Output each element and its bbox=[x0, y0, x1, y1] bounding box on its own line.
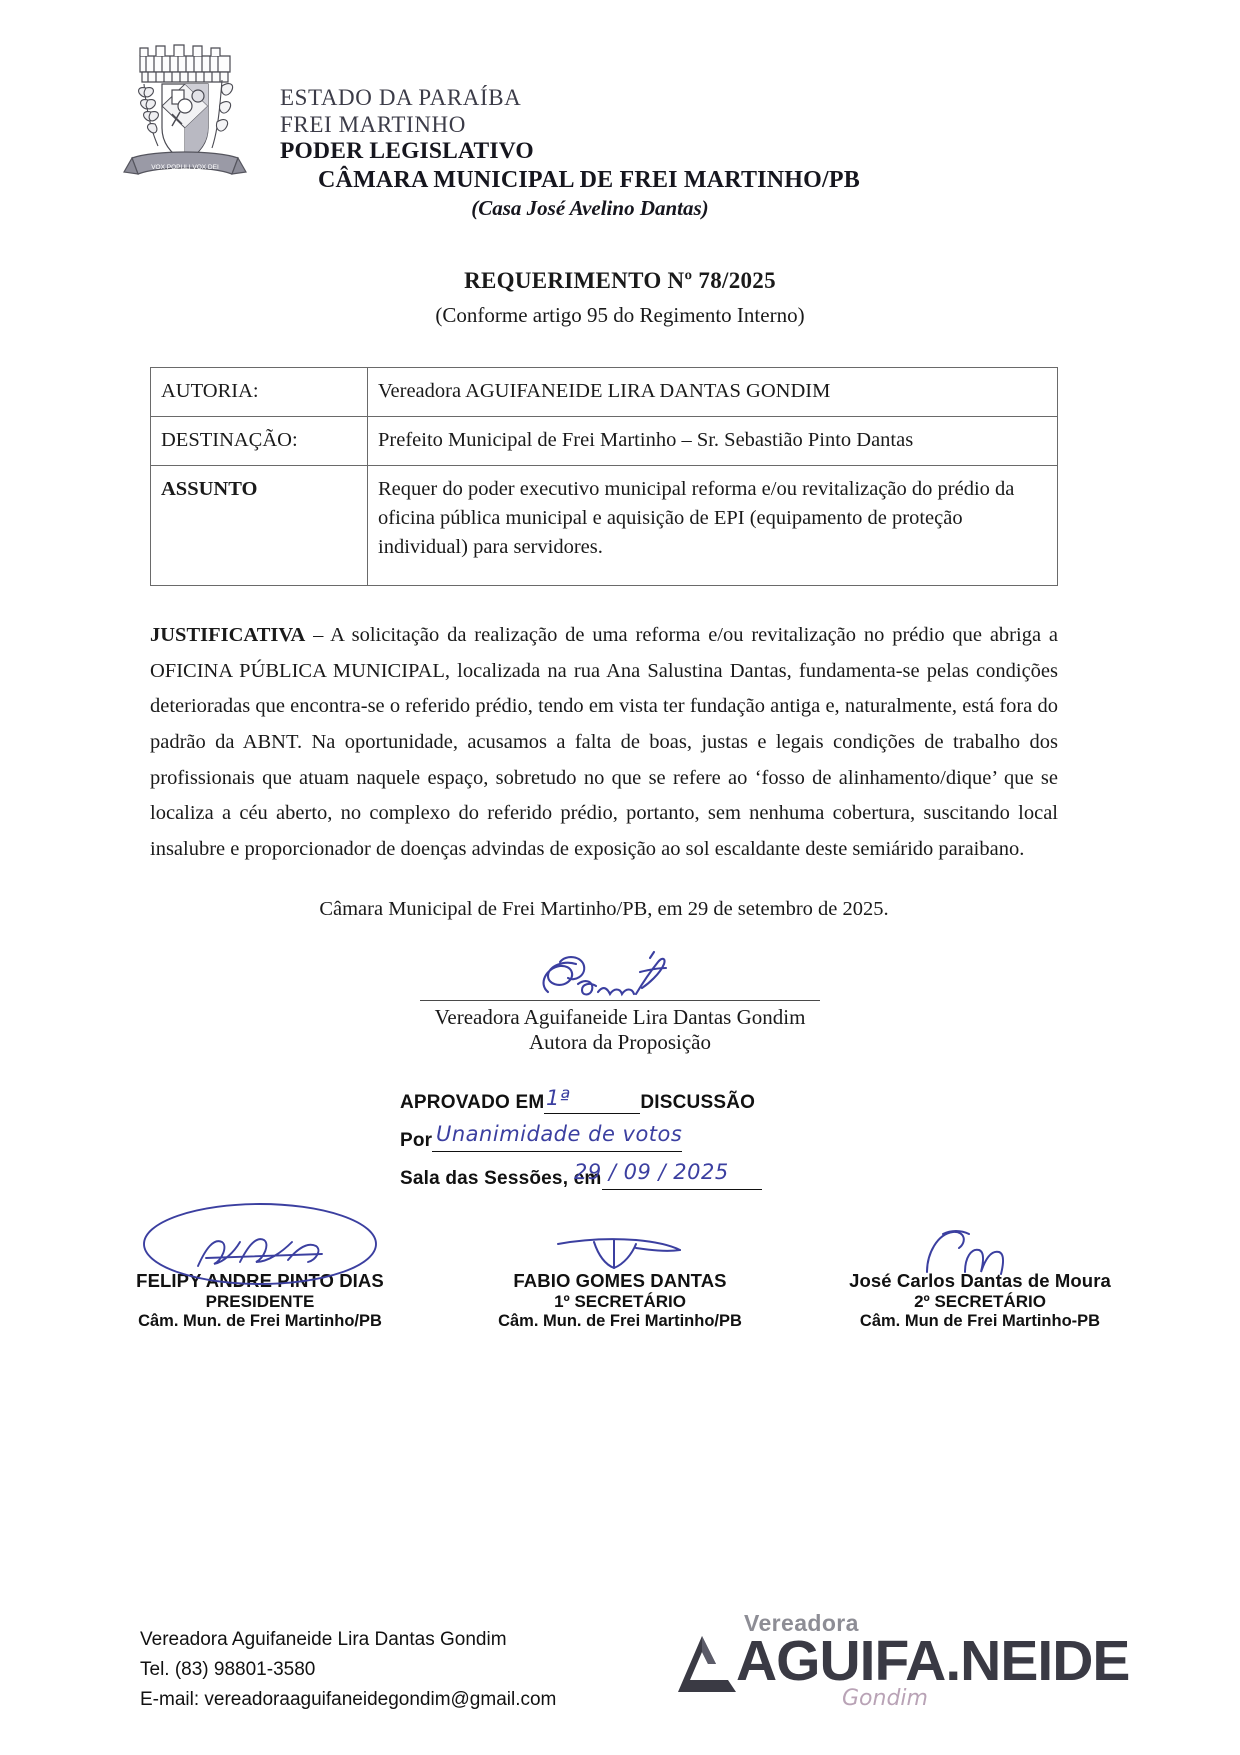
place-and-date: Câmara Municipal de Frei Martinho/PB, em 29 de setembro de 2025. bbox=[319, 898, 889, 920]
approval-suffix: DISCUSSÃO bbox=[640, 1092, 756, 1113]
justification-heading: JUSTIFICATIVA bbox=[150, 624, 306, 646]
approval-handwriting-votes: Unanimidade de votos bbox=[436, 1122, 683, 1146]
page-title: REQUERIMENTO Nº 78/2025 bbox=[464, 268, 776, 293]
table-row-label: AUTORIA: bbox=[151, 368, 368, 417]
table-row-value: Prefeito Municipal de Frei Martinho – Sr. Sebastião Pinto Dantas bbox=[368, 417, 1058, 466]
approval-line-session bbox=[400, 1160, 780, 1190]
author-role: Autora da Proposição bbox=[529, 1030, 711, 1054]
crest-motto-text: VOX POPULI VOX DEI bbox=[151, 164, 219, 171]
approval-session-prefix: Sala das Sessões, em bbox=[400, 1168, 602, 1189]
table-row-value: Vereadora AGUIFANEIDE LIRA DANTAS GONDIM bbox=[368, 368, 1058, 417]
approval-blank-2 bbox=[432, 1151, 682, 1152]
header-branch: PODER LEGISLATIVO bbox=[280, 138, 534, 165]
signatory-name: FABIO GOMES DANTAS bbox=[513, 1270, 727, 1291]
approval-stamp-block bbox=[400, 1086, 780, 1206]
header-state: ESTADO DA PARAÍBA bbox=[280, 85, 522, 110]
signatory-role: 1º SECRETÁRIO bbox=[554, 1292, 686, 1311]
header-chamber: CÂMARA MUNICIPAL DE FREI MARTINHO/PB bbox=[318, 166, 860, 193]
signatory-president bbox=[110, 1270, 410, 1331]
header-text-block bbox=[280, 22, 860, 221]
author-name: Vereadora Aguifaneide Lira Dantas Gondim bbox=[434, 1005, 806, 1029]
signatory-org: Câm. Mun. de Frei Martinho/PB bbox=[498, 1312, 742, 1330]
approval-blank-3 bbox=[602, 1189, 762, 1190]
page-subtitle: (Conforme artigo 95 do Regimento Interno) bbox=[435, 303, 805, 327]
approval-prefix: APROVADO EM bbox=[400, 1092, 545, 1113]
signatory-name: José Carlos Dantas de Moura bbox=[849, 1270, 1111, 1291]
signatory-role: PRESIDENTE bbox=[205, 1292, 315, 1311]
municipal-coat-of-arms-icon bbox=[110, 22, 260, 177]
justification-body: – A solicitação da realização de uma reforma e/ou revitalização no prédio que abriga a OFICINA PÚBLICA MUNICIPAL, localizada na rua Ana Salustina Dantas, fundamenta-se pelas condições deterioradas que encontra-se o referido prédio, tendo em vista ter fundação antiga e, naturalmente, está fora do padrão da ABNT. Na oportunidade, acusamos a falta de boas, justas e legais condições de trabalho dos profissionais que atuam naquele espaço, sobretudo no que se refere ao ‘fosso de alinhamento/dique’ que se localiza a céu aberto, no complexo do referido prédio, portanto, sem nenhuma cobertura, suscitando local insalubre e proporcionador de doenças advindas de exposição ao sol escaldante deste semiárido paraibano. bbox=[150, 624, 1058, 860]
signatory-first-secretary bbox=[470, 1270, 770, 1331]
requirement-info-table bbox=[150, 367, 1058, 586]
justification-paragraph bbox=[150, 618, 1058, 868]
signatory-role: 2º SECRETÁRIO bbox=[914, 1292, 1046, 1311]
table-row-label: DESTINAÇÃO: bbox=[151, 417, 368, 466]
brand-small-text: Vereadora bbox=[744, 1610, 859, 1636]
header-house-name: (Casa José Avelino Dantas) bbox=[471, 196, 709, 221]
footer-phone: Tel. (83) 98801-3580 bbox=[140, 1659, 316, 1681]
document-header bbox=[110, 22, 1070, 221]
approval-handwriting-discussion: 1ª bbox=[546, 1086, 571, 1110]
approval-line-by bbox=[400, 1122, 780, 1152]
signature-rule bbox=[420, 1000, 820, 1001]
footer-contact-block bbox=[140, 1625, 556, 1715]
table-row bbox=[151, 417, 1058, 466]
table-row bbox=[151, 368, 1058, 417]
signatory-name: FELIPY ANDRE PINTO DIAS bbox=[136, 1270, 384, 1291]
footer-name: Vereadora Aguifaneide Lira Dantas Gondim bbox=[140, 1629, 507, 1650]
table-row-label: ASSUNTO bbox=[151, 466, 368, 585]
approval-handwriting-date: 29 / 09 / 2025 bbox=[574, 1160, 729, 1184]
brand-big-text: AGUIFA.NEIDE bbox=[736, 1629, 1130, 1693]
approval-by-prefix: Por bbox=[400, 1130, 433, 1151]
author-handwritten-signature bbox=[490, 948, 750, 1008]
signatory-org: Câm. Mun de Frei Martinho-PB bbox=[859, 1312, 1101, 1330]
author-signature-block bbox=[0, 1000, 1240, 1055]
brand-signature-text: Gondim bbox=[842, 1686, 928, 1711]
brand-mountain-icon bbox=[672, 1622, 742, 1698]
signatory-org: Câm. Mun. de Frei Martinho/PB bbox=[138, 1312, 382, 1330]
approval-blank-1 bbox=[544, 1113, 640, 1114]
signatories-row bbox=[110, 1270, 1130, 1331]
approval-line-discussion bbox=[400, 1086, 780, 1114]
header-city: FREI MARTINHO bbox=[280, 112, 466, 138]
signatory-second-secretary bbox=[830, 1270, 1130, 1331]
brand-logo bbox=[672, 1600, 1130, 1720]
footer-email: E-mail: vereadoraaguifaneidegondim@gmail.com bbox=[140, 1689, 557, 1711]
table-row bbox=[151, 466, 1058, 585]
table-row-value: Requer do poder executivo municipal reforma e/ou revitalização do prédio da oficina pública municipal e aquisição de EPI (equipamento de proteção individual) para servidores. bbox=[368, 466, 1058, 585]
